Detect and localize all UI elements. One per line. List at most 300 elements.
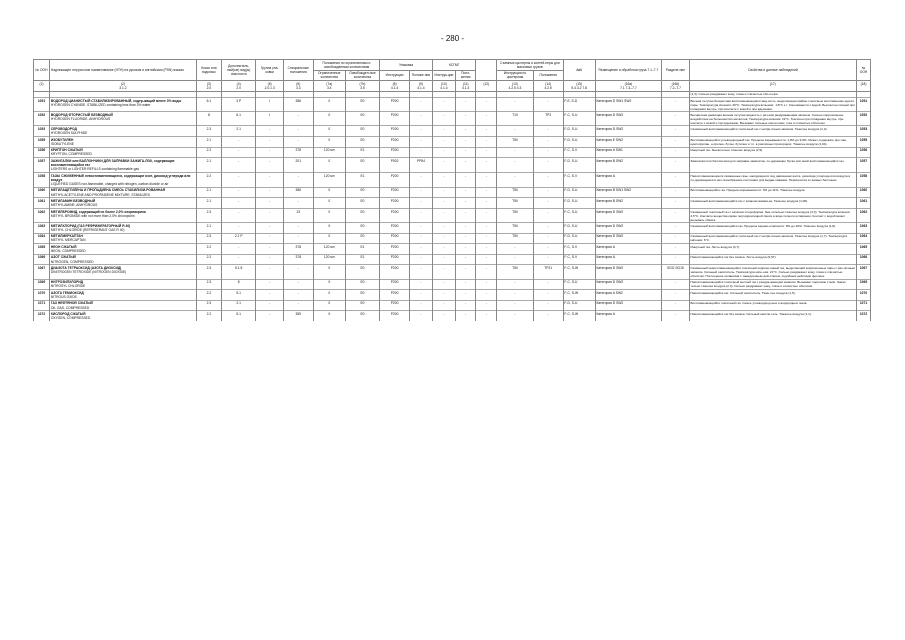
hdr-pack-prov: Положе-ния xyxy=(409,70,432,81)
cell-ip: - xyxy=(455,158,476,173)
cell-tp: - xyxy=(533,254,563,265)
cell-ii: - xyxy=(432,244,455,255)
hdr-pg: Группа упа-ковки xyxy=(256,60,284,81)
column-reference: 3.1.2 xyxy=(119,85,127,90)
cell-eq: E1 xyxy=(345,254,379,265)
table-row xyxy=(34,126,871,137)
cell-lq: 0 xyxy=(313,158,345,173)
cell-c12: - xyxy=(476,244,497,255)
cell-prop: Инертный газ. Значительно тяжелее воздуха (2,9). xyxy=(689,147,856,158)
cell-sp: 201 xyxy=(283,158,313,173)
cell-un: 1064 xyxy=(34,233,50,244)
cell-sp: - xyxy=(283,223,313,234)
cell-st: Категория D SW2 xyxy=(595,112,661,126)
column-reference: 3.4 xyxy=(326,85,332,90)
cell-seg: - xyxy=(662,136,690,147)
cell-ti: - xyxy=(497,172,534,187)
cell-seg: - xyxy=(662,158,690,173)
cell-pp: - xyxy=(409,311,432,321)
name-russian: ГАЗ НЕФТЯНОЙ СЖАТЫЙ xyxy=(50,301,93,306)
cell-st: Категория A xyxy=(595,311,661,321)
cell-pg: - xyxy=(256,223,284,234)
cell-pp: - xyxy=(409,300,432,311)
cell-st: Категория D SW2 xyxy=(595,265,661,279)
cell-un: 1071 xyxy=(34,300,50,311)
cell-ip: - xyxy=(455,112,476,126)
cell-seg: - xyxy=(662,290,690,301)
cell-pp: - xyxy=(409,172,432,187)
cell-un: 1066 xyxy=(34,254,50,265)
cell-ip: - xyxy=(455,208,476,222)
cell-cls: 2.3 xyxy=(196,208,221,222)
cell-un2: 1060 xyxy=(857,187,871,198)
cell-ti: - xyxy=(497,158,534,173)
cell-sp: - xyxy=(283,290,313,301)
cell-pg: - xyxy=(256,208,284,222)
cell-sp: 378 xyxy=(283,147,313,158)
cell-ip: - xyxy=(455,198,476,209)
cell-sp: - xyxy=(283,265,313,279)
column-number-label: (3) xyxy=(206,81,211,86)
column-number xyxy=(34,81,50,92)
cell-sub: 3 P xyxy=(222,97,256,111)
hdr-subsidiary: Дополнитель-ный(ые) вид(ы) опасности xyxy=(222,60,256,81)
cell-name xyxy=(50,265,197,279)
cell-pi: P200 xyxy=(380,208,410,222)
column-number-label: (7a) xyxy=(326,81,333,86)
cell-st: Категория E SW2 xyxy=(595,136,661,147)
cell-cls: 2.3 xyxy=(196,265,221,279)
cell-pp: - xyxy=(409,198,432,209)
cell-cls: 2.2 xyxy=(196,172,221,187)
hdr-stowage: Размещение и обработка груза 7.1–7.7 xyxy=(595,60,661,81)
cell-lq: 0 xyxy=(313,208,345,222)
cell-tp: - xyxy=(533,126,563,137)
cell-seg: - xyxy=(662,112,690,126)
cell-ems: F-D, S-U xyxy=(563,136,595,147)
name-russian: КРИПТОН СЖАТЫЙ xyxy=(50,148,83,153)
cell-name xyxy=(50,300,197,311)
cell-c12: - xyxy=(476,223,497,234)
cell-seg: - xyxy=(662,97,690,111)
cell-ip: - xyxy=(455,254,476,265)
cell-st: Категория A xyxy=(595,244,661,255)
cell-cls: 2.3 xyxy=(196,300,221,311)
cell-prop: Невоспламеняющийся газ без запаха. Сильный окисли-тель. Тяжелее воздуха (1,1). xyxy=(689,311,856,321)
cell-name xyxy=(50,112,197,126)
name-english: METHYL BROMIDE with not more than 2,0% chloropicrin xyxy=(50,213,135,218)
cell-c12: - xyxy=(476,198,497,209)
name-english: KRYPTON, COMPRESSED xyxy=(50,152,92,157)
cell-ti: - xyxy=(497,279,534,290)
cell-eq: E0 xyxy=(345,300,379,311)
cell-pi: P200 xyxy=(380,290,410,301)
cell-st: Категория B SW2 xyxy=(595,198,661,209)
cell-sub: 2.1 P xyxy=(222,233,256,244)
cell-c12: - xyxy=(476,158,497,173)
cell-pi: P200 xyxy=(380,112,410,126)
cell-un2: 1072 xyxy=(857,311,871,321)
cell-lq: 0 xyxy=(313,136,345,147)
hdr-sp: Специальные положения xyxy=(283,60,313,81)
table-row xyxy=(34,97,871,111)
cell-ip: - xyxy=(455,223,476,234)
name-russian: МЕТИЛАЦЕТИЛЕНА И ПРОПАДИЕНА СМЕСЬ СТАБИЛИЗИ-РОВАННАЯ xyxy=(50,188,166,193)
cell-prop: Невоспламеняющийся газ. Сильный окислитель. Тяже-лее воздуха (1,5). xyxy=(689,290,856,301)
cell-ii: - xyxy=(432,208,455,222)
cell-pg: - xyxy=(256,198,284,209)
cell-seg: - xyxy=(662,223,690,234)
column-number xyxy=(662,81,690,92)
cell-ems: F-C, S-W xyxy=(563,290,595,301)
page-number: - 280 - xyxy=(440,34,465,43)
name-russian: ЗАЖИГАЛКИ или БАЛЛОНЧИКИ ДЛЯ ЗАПРАВКИ ЗАЖИГА-ЛОК, содержащие воспламеняющийся газ xyxy=(50,158,175,167)
table-row xyxy=(34,233,871,244)
cell-prop: Бесцветная дымящая весьма летучая жидкость с рез-ким раздражающим запахом. Сильно коррозионное воздействие на большинство металлов. Температура кипения: 19°C. Токсичен при попадании внутрь, при контакте с кожей и при вдыхании. Вызывает сильные ожоги кожи, глаз и слизистых оболочек. xyxy=(689,112,856,126)
name-russian: МЕТИЛМЕРКАПТАН xyxy=(50,234,83,239)
cell-sp: - xyxy=(283,198,313,209)
cell-ems: F-C, S-V xyxy=(563,172,595,187)
cell-eq: E0 xyxy=(345,233,379,244)
cell-ti: - xyxy=(497,244,534,255)
column-number xyxy=(196,81,221,92)
cell-ti: T10 xyxy=(497,112,534,126)
name-english: LIGHTERS or LIGHTER REFILLS containing flammable gas xyxy=(50,167,139,172)
cell-pi: P200 xyxy=(380,233,410,244)
cell-eq: E1 xyxy=(345,147,379,158)
name-russian: ГАЗЫ СЖИЖЕННЫЕ невоспламеняющиеся, содержащие азот, диоксид углерода или воздух xyxy=(50,173,191,182)
cell-sp: - xyxy=(283,300,313,311)
cell-ti: T50 xyxy=(497,136,534,147)
cell-name xyxy=(50,198,197,209)
cell-c12: - xyxy=(476,265,497,279)
hdr-limited-a: Ограниченные количества xyxy=(313,70,345,81)
cell-seg: - xyxy=(662,311,690,321)
cell-pg: - xyxy=(256,136,284,147)
name-english: OIL GAS, COMPRESSED xyxy=(50,305,90,310)
cell-prop: Невоспламеняющийся газ без запаха. Легче воздуха (0,97). xyxy=(689,254,856,265)
cell-name xyxy=(50,254,197,265)
cell-st: Категория D SW2 xyxy=(595,223,661,234)
name-russian: КИСЛОРОД СЖАТЫЙ xyxy=(50,312,86,317)
name-russian: СЕРОВОДОРОД xyxy=(50,126,77,131)
cell-sub: - xyxy=(222,198,256,209)
cell-lq: 120 мл xyxy=(313,244,345,255)
column-number xyxy=(689,81,856,92)
cell-un: 1051 xyxy=(34,97,50,111)
column-number-label: (6) xyxy=(296,81,301,86)
cell-c12: - xyxy=(476,147,497,158)
name-english: LIQUEFIED GASES non-flammable, charged with nitrogen, carbon dioxide or air xyxy=(50,181,169,186)
cell-c12: - xyxy=(476,311,497,321)
cell-sub: - xyxy=(222,244,256,255)
cell-pg: - xyxy=(256,300,284,311)
cell-prop: Сжиженный воспламеняющийся токсичный газ с непри-ятным запахом. Тяжелее воздуха (1,2). xyxy=(689,126,856,137)
cell-st: Категория D SW2 xyxy=(595,300,661,311)
cell-pi: P200 xyxy=(380,311,410,321)
cell-lq: 0 xyxy=(313,223,345,234)
cell-sub: 2.1 xyxy=(222,126,256,137)
cell-sp: - xyxy=(283,126,313,137)
column-reference: 7.1 7.3–7.7 xyxy=(620,85,637,90)
column-number xyxy=(857,81,871,92)
cell-un: 1052 xyxy=(34,112,50,126)
cell-ems: F-C, S-W xyxy=(563,265,595,279)
cell-pg: I xyxy=(256,97,284,111)
cell-st: Категория D SW2 xyxy=(595,126,661,137)
cell-un2: 1057 xyxy=(857,158,871,173)
cell-un2: 1063 xyxy=(857,223,871,234)
cell-tp: - xyxy=(533,244,563,255)
cell-ii: - xyxy=(432,311,455,321)
cell-sub: - xyxy=(222,254,256,265)
name-russian: МЕТИЛАМИН БЕЗВОДНЫЙ xyxy=(50,198,96,203)
column-reference: 2.0 xyxy=(206,85,212,90)
cell-pi: P200 xyxy=(380,126,410,137)
cell-ems: F-C, S-W xyxy=(563,311,595,321)
column-reference: 4.1.4 xyxy=(440,85,448,90)
cell-name xyxy=(50,244,197,255)
cell-ti: - xyxy=(497,97,534,111)
name-english: DINITROGEN TETROXIDE (NITROGEN DIOXIDE) xyxy=(50,270,127,275)
cell-ii: - xyxy=(432,300,455,311)
cell-pi: P200 xyxy=(380,136,410,147)
cell-sp: 378 xyxy=(283,244,313,255)
name-russian: АЗОТА ГЕМИОКСИД xyxy=(50,290,84,295)
name-russian: ИЗОБУТИЛЕН xyxy=(50,137,74,142)
cell-tp: - xyxy=(533,311,563,321)
cell-ti: T50 xyxy=(497,208,534,222)
cell-un: 1063 xyxy=(34,223,50,234)
cell-seg: - xyxy=(662,147,690,158)
cell-sub: - xyxy=(222,158,256,173)
cell-pi: P200 xyxy=(380,244,410,255)
cell-lq: 120 мл xyxy=(313,147,345,158)
cell-lq: 120 мл xyxy=(313,254,345,265)
hdr-limited-b: Освобожден-ные количества xyxy=(345,70,379,81)
cell-pi: P002 xyxy=(380,158,410,173)
cell-lq: 0 xyxy=(313,290,345,301)
cell-ii: - xyxy=(432,223,455,234)
hdr-un-no-end: № ООН xyxy=(857,60,871,81)
cell-eq: E0 xyxy=(345,223,379,234)
hdr-pack-instr: Инструкции xyxy=(380,70,410,81)
cell-ii: - xyxy=(432,279,455,290)
cell-c12: - xyxy=(476,187,497,198)
cell-pp: - xyxy=(409,97,432,111)
cell-lq: 0 xyxy=(313,187,345,198)
cell-st: Категория A SW1 xyxy=(595,147,661,158)
cell-ii: - xyxy=(432,126,455,137)
column-number xyxy=(409,81,432,92)
cell-pp: - xyxy=(409,290,432,301)
column-number xyxy=(533,81,563,92)
column-number xyxy=(497,81,534,92)
cell-ii: - xyxy=(432,147,455,158)
cell-lq: 0 xyxy=(313,112,345,126)
column-number-label: (8) xyxy=(392,81,397,86)
cell-sp: - xyxy=(283,136,313,147)
cell-un2: 1071 xyxy=(857,300,871,311)
cell-un: 1062 xyxy=(34,208,50,222)
cell-prop: Воспламеняющийся газ. Пределы взрываемости: 3% до 11%. Тяжелее воздуха. xyxy=(689,187,856,198)
cell-tp: - xyxy=(533,233,563,244)
cell-un2: 1062 xyxy=(857,208,871,222)
table-row xyxy=(34,311,871,321)
cell-eq: E0 xyxy=(345,187,379,198)
cell-ems: F-D, S-U xyxy=(563,187,595,198)
name-english: METHYL MERCAPTAN xyxy=(50,238,86,243)
cell-cls: 2.1 xyxy=(196,136,221,147)
cell-pp: - xyxy=(409,223,432,234)
cell-sp: 386 xyxy=(283,187,313,198)
cell-pi: P200 xyxy=(380,147,410,158)
cell-st: Категория D SW2 xyxy=(595,233,661,244)
cell-name xyxy=(50,136,197,147)
cell-seg: SGG SG15 xyxy=(662,265,690,279)
column-numbers-row xyxy=(34,81,871,92)
cell-ems: F-C, S-V xyxy=(563,254,595,265)
cell-pp: - xyxy=(409,279,432,290)
cell-un: 1061 xyxy=(34,198,50,209)
cell-un2: 1058 xyxy=(857,172,871,187)
cell-ems: F-C, S-U xyxy=(563,208,595,222)
cell-ip: - xyxy=(455,97,476,111)
name-english: ISOBUTYLENE xyxy=(50,141,74,146)
cell-ip: - xyxy=(455,187,476,198)
cell-un: 1057 xyxy=(34,158,50,173)
table-row xyxy=(34,147,871,158)
cell-eq: E0 xyxy=(345,311,379,321)
column-number-label: (17) xyxy=(769,81,776,86)
name-russian: МЕТИЛХЛОРИД (ГАЗ РЕФРИЖЕРАТОРНЫЙ R 40) xyxy=(50,223,131,228)
cell-ems: F-D, S-U xyxy=(563,300,595,311)
column-reference: 3.5 xyxy=(360,85,365,90)
cell-pg: - xyxy=(256,279,284,290)
cell-ems: F-C, S-U xyxy=(563,112,595,126)
cell-eq: E0 xyxy=(345,158,379,173)
cell-sp: - xyxy=(283,233,313,244)
cell-ti: T50 xyxy=(497,233,534,244)
cell-sub: 6.1 xyxy=(222,112,256,126)
cell-un2: 1053 xyxy=(857,126,871,137)
cell-pp: - xyxy=(409,265,432,279)
cell-un2: 1051 xyxy=(857,97,871,111)
cell-seg: - xyxy=(662,233,690,244)
column-reference: 4.2.5 xyxy=(544,85,552,90)
column-number xyxy=(283,81,313,92)
table-row xyxy=(34,223,871,234)
cell-ti: T50 xyxy=(497,187,534,198)
cell-ems: F-D, S-U xyxy=(563,223,595,234)
cell-sub: - xyxy=(222,223,256,234)
column-number xyxy=(50,81,197,92)
cell-un: 1072 xyxy=(34,311,50,321)
cell-sp: - xyxy=(283,112,313,126)
table-row xyxy=(34,290,871,301)
cell-c12: - xyxy=(476,254,497,265)
cell-st: Категория A SW2 xyxy=(595,290,661,301)
cell-pi: P200 xyxy=(380,198,410,209)
cell-sub: 5.1 xyxy=(222,290,256,301)
cell-cls: 2.1 xyxy=(196,198,221,209)
cell-pp: - xyxy=(409,126,432,137)
hdr-class: Класс или подкласс xyxy=(196,60,221,81)
cell-ip: - xyxy=(455,311,476,321)
name-english: OXYGEN, COMPRESSED xyxy=(50,316,91,321)
cell-cls: 6.1 xyxy=(196,97,221,111)
cell-ip: - xyxy=(455,126,476,137)
cell-prop: Сжиженный воспламеняющийся токсичный газ с непри-ятным запахом. Тяжелее воздуха (1,7). Температура кипения: 6°C. xyxy=(689,233,856,244)
column-number xyxy=(256,81,284,92)
cell-sub: - xyxy=(222,147,256,158)
dangerous-goods-table xyxy=(33,59,871,321)
cell-un: 1070 xyxy=(34,290,50,301)
cell-sp: - xyxy=(283,279,313,290)
cell-eq: E0 xyxy=(345,126,379,137)
cell-cls: 2.2 xyxy=(196,254,221,265)
cell-lq: 0 xyxy=(313,265,345,279)
cell-prop: Воспламеняющийся углеводородный газ. Пределы взрываемости: 1,8% до 9,6%. Может содержать про-пан, циклопропан, н-пропен, бутан, бутилен и т.п. в различных пропорциях. Тяжелее воздуха (1,94). xyxy=(689,136,856,147)
cell-un2: 1066 xyxy=(857,254,871,265)
hdr-name: Надлежащее отгрузочное наименование (НТН) на русском и английском (PSN) языках xyxy=(50,60,197,81)
cell-tp: - xyxy=(533,300,563,311)
column-number xyxy=(595,81,661,92)
cell-ii: - xyxy=(432,233,455,244)
cell-name xyxy=(50,147,197,158)
cell-pp: - xyxy=(409,136,432,147)
column-number-label: (12) xyxy=(483,81,490,86)
cell-st: Категория B SW2 xyxy=(595,158,661,173)
cell-sp: 23 xyxy=(283,208,313,222)
cell-pi: P200 xyxy=(380,97,410,111)
hdr-ibc-instr: Инструк-ции xyxy=(432,70,455,81)
cell-prop: (1,3). Сильно раздражает кожу, глаза и слизистые обо-лочки. xyxy=(689,91,856,97)
hdr-packaging: Упаковка xyxy=(380,60,433,71)
cell-un2: 1061 xyxy=(857,198,871,209)
cell-un2: 1067 xyxy=(857,265,871,279)
column-number-label: (11) xyxy=(462,81,469,86)
cell-pg: - xyxy=(256,265,284,279)
cell-cls: 2.2 xyxy=(196,147,221,158)
cell-sp: 378 xyxy=(283,254,313,265)
cell-prop: Весьма летучая бесцветная воспламеняющаяся жид-кость, выделяющая крайне токсичные воспламеняю-щиеся пары. Температура кипения: 26°C. Температура вспышки: -18°C з.т. Смешивается с водой. Высокоток-сичный при попадании внутрь, при контакте с кожей и при вдыхании. xyxy=(690,98,855,111)
column-number xyxy=(380,81,410,92)
table-row xyxy=(34,136,871,147)
column-number-label: (16b) xyxy=(671,81,680,86)
cell-tp: - xyxy=(533,198,563,209)
cell-cls: 2.1 xyxy=(196,223,221,234)
table-row xyxy=(34,172,871,187)
cell-ti: T50 xyxy=(497,198,534,209)
column-number-label: (14) xyxy=(545,81,552,86)
name-russian: НЕОН СЖАТЫЙ xyxy=(50,244,77,249)
cell-seg: - xyxy=(662,198,690,209)
cell-sub: 8 xyxy=(222,279,256,290)
cell-cls: 2.2 xyxy=(196,290,221,301)
cell-seg: - xyxy=(662,172,690,187)
column-number xyxy=(563,81,595,92)
cell-c12: - xyxy=(476,290,497,301)
cell-cls: 8 xyxy=(196,112,221,126)
cell-seg: - xyxy=(662,208,690,222)
cell-tp: TP2 xyxy=(533,112,563,126)
column-reference: 2.0 xyxy=(236,85,241,90)
table-body xyxy=(34,81,871,321)
cell-sub: - xyxy=(222,172,256,187)
name-russian: НИТРОЗИЛХЛОРИД xyxy=(50,280,84,285)
cell-ip: - xyxy=(455,172,476,187)
